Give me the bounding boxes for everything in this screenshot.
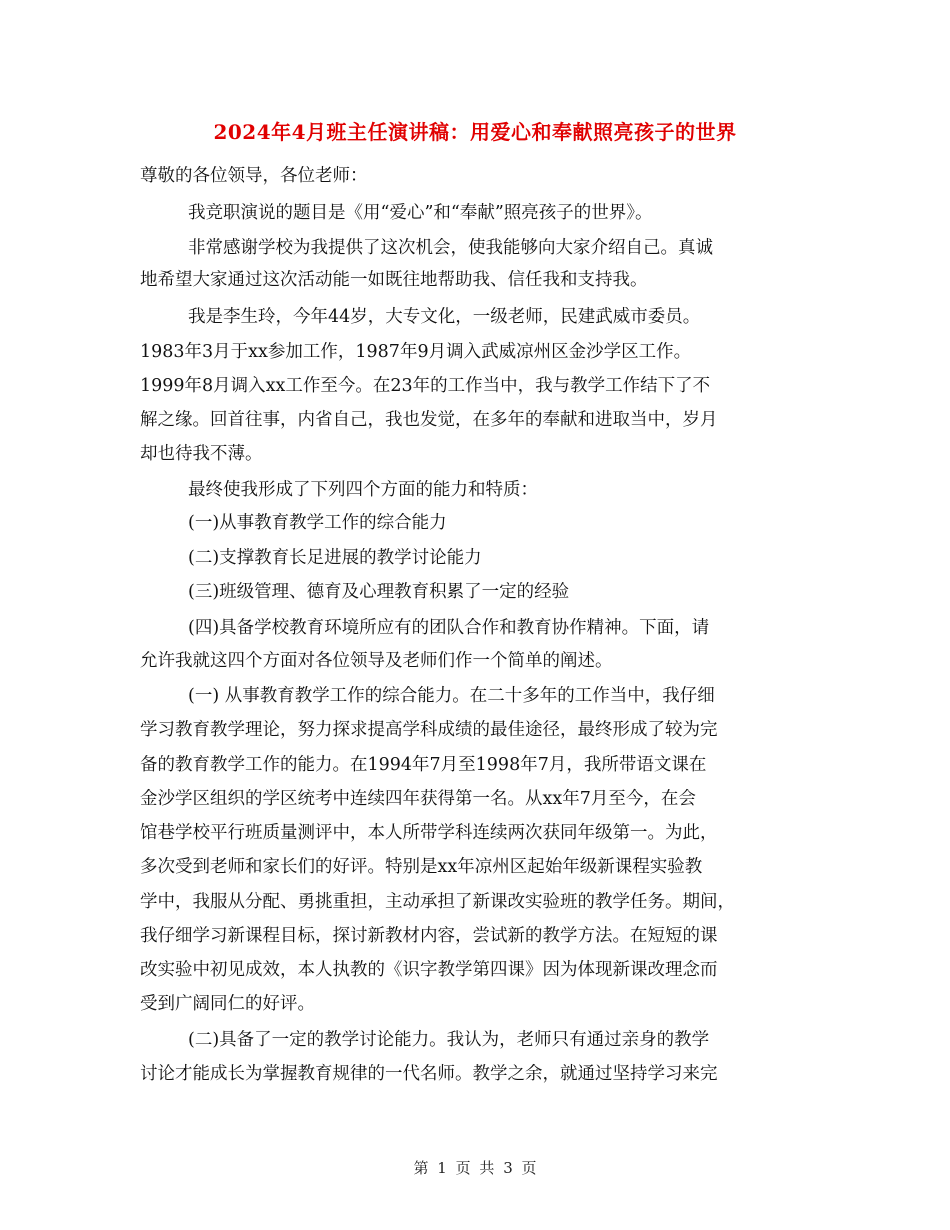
text-line: (一)从事教育教学工作的综合能力 xyxy=(188,513,447,533)
text-line: 最终使我形成了下列四个方面的能力和特质： xyxy=(188,480,538,500)
total-pages: 3 xyxy=(503,1159,513,1177)
text-line: 金沙学区组织的学区统考中连续四年获得第一名。从xx年7月至今，在会 xyxy=(140,789,696,809)
text-line: 解之缘。回首往事，内省自己，我也发觉，在多年的奉献和进取当中，岁月 xyxy=(140,410,718,430)
text-line: 地希望大家通过这次活动能一如既往地帮助我、信任我和支持我。 xyxy=(140,270,648,290)
text-line: 备的教育教学工作的能力。在1994年7月至1998年7月，我所带语文课在 xyxy=(140,755,707,775)
text-line: 1999年8月调入xx工作至今。在23年的工作当中，我与教学工作结下了不 xyxy=(140,376,711,396)
text-line: (二)具备了一定的教学讨论能力。我认为，老师只有通过亲身的教学 xyxy=(188,1030,710,1050)
text-line: 允许我就这四个方面对各位领导及老师们作一个简单的阐述。 xyxy=(140,651,613,671)
document-title: 2024年4月班主任演讲稿：用爱心和奉献照亮孩子的世界 xyxy=(213,120,737,144)
text-line: 馆巷学校平行班质量测评中，本人所带学科连续两次获同年级第一。为此， xyxy=(140,823,718,843)
total-label: 共 xyxy=(479,1159,495,1177)
page-unit: 页 xyxy=(455,1159,471,1177)
text-line: (二)支撑教育长足进展的教学讨论能力 xyxy=(188,548,482,568)
page-footer xyxy=(0,1157,950,1178)
text-line: 非常感谢学校为我提供了这次机会，使我能够向大家介绍自己。真诚 xyxy=(188,238,713,258)
text-line: 改实验中初见成效，本人执教的《识字教学第四课》因为体现新课改理念而 xyxy=(140,960,718,980)
total-unit: 页 xyxy=(521,1159,537,1177)
text-line: (四)具备学校教育环境所应有的团队合作和教育协作精神。下面，请 xyxy=(188,618,710,638)
text-line: 受到广阔同仁的好评。 xyxy=(140,994,315,1014)
text-line: 却也待我不薄。 xyxy=(140,444,263,464)
text-line: 我竞职演说的题目是《用“爱心”和“奉献”照亮孩子的世界》。 xyxy=(188,203,653,223)
page-label: 第 xyxy=(413,1159,429,1177)
text-line: 尊敬的各位领导，各位老师： xyxy=(140,166,368,186)
text-line: 我仔细学习新课程目标，探讨新教材内容，尝试新的教学方法。在短短的课 xyxy=(140,926,718,946)
text-line: 学中，我服从分配、勇挑重担，主动承担了新课改实验班的教学任务。期间， xyxy=(140,892,735,912)
page-number: 1 xyxy=(437,1159,447,1177)
text-line: 讨论才能成长为掌握教育规律的一代名师。教学之余，就通过坚持学习来完 xyxy=(140,1064,718,1084)
text-line: 多次受到老师和家长们的好评。特别是xx年凉州区起始年级新课程实验教 xyxy=(140,857,703,877)
text-line: (三)班级管理、德育及心理教育积累了一定的经验 xyxy=(188,582,570,602)
text-line: (一) 从事教育教学工作的综合能力。在二十多年的工作当中，我仔细 xyxy=(188,686,715,706)
text-line: 1983年3月于xx参加工作，1987年9月调入武威凉州区金沙学区工作。 xyxy=(140,342,692,362)
text-line: 我是李生玲，今年44岁，大专文化，一级老师，民建武威市委员。 xyxy=(188,307,701,327)
text-line: 学习教育教学理论，努力探求提高学科成绩的最佳途径，最终形成了较为完 xyxy=(140,720,718,740)
